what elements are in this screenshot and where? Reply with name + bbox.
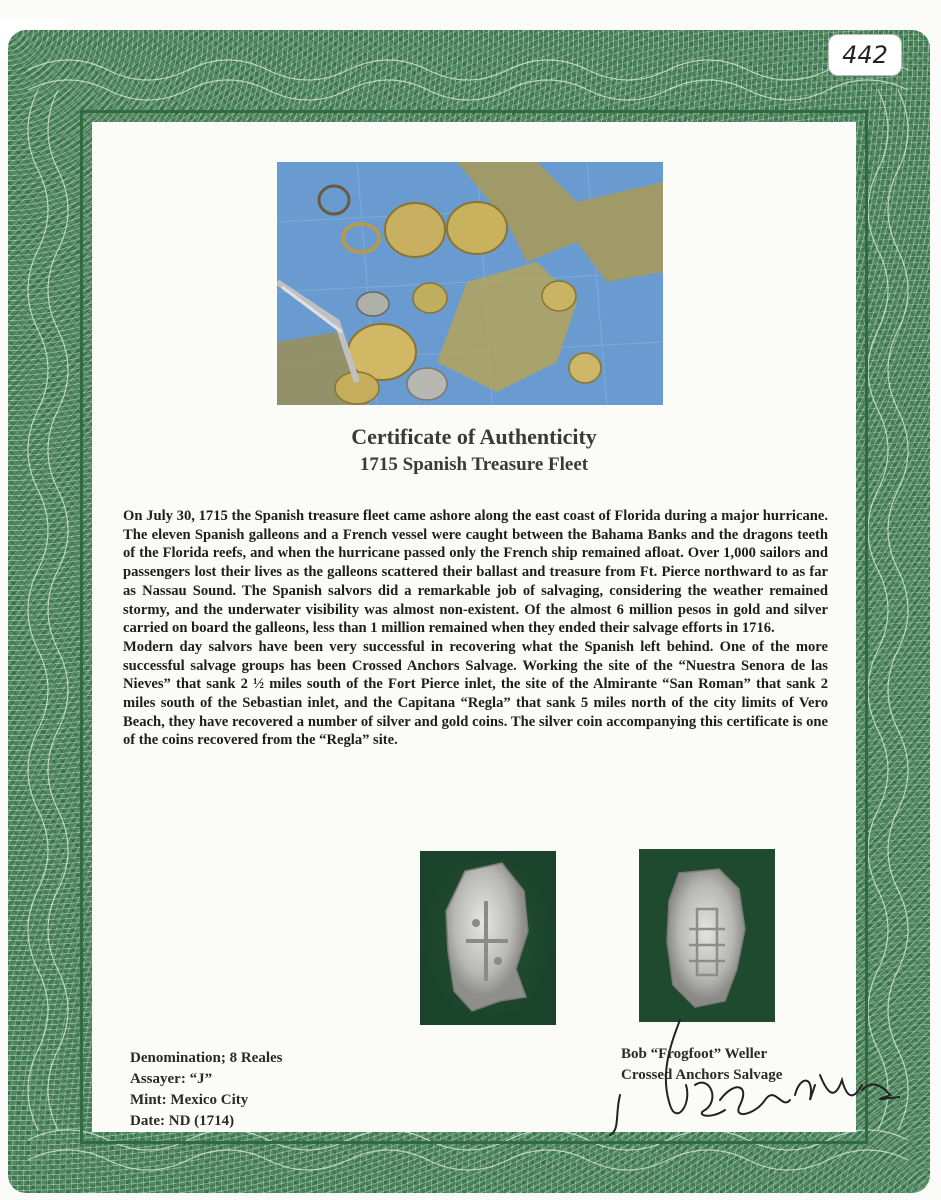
handwritten-signature [600,1015,900,1145]
signatory-company: Crossed Anchors Salvage [621,1067,783,1083]
assayer-text: Assayer: “J” [130,1071,213,1087]
body-paragraph: On July 30, 1715 the Spanish treasure fleet came ashore along the east coast of Florida during a major hurricane. The eleven Spanish galleons and a French vessel were caught between the Bahama Banks and the dragons teeth of the Florida reefs, and when the hurricane passed only the French ship remained afloat. Over 1,000 sailors and passengers lost their lives as the galleons scattered their ballast and treasure from Ft. Pierce northward to as far as Nassau Sound. The Spanish salvors did a remarkable job of salvaging, considering the weather remained stormy, and the underwater visibility was almost non-existent. Of the almost 6 million pesos in gold and silver carried on board the galleons, less than 1 million remained when they ended their salvage efforts in 1716. [123,508,828,637]
coin-details [130,1048,283,1132]
coin-obverse-photo [420,851,556,1025]
mint-text: Mint: Mexico City [130,1092,249,1108]
coin-reverse-photo [639,849,775,1022]
date-text: Date: ND (1714) [130,1113,235,1129]
certificate-title: Certificate of Authenticity [351,424,597,449]
treasure-photo [277,162,663,405]
body-paragraph: Modern day salvors have been very successful in recovering what the Spanish left behind. One of the more successful salvage groups has been Crossed Anchors Salvage. Working the site of the “Nuestra Senora de las Nieves” that sank 2 ½ miles south of the Fort Pierce inlet, the site of the Almirante “San Roman” that sank 2 miles south of the Sebastian inlet, and the Capitana “Regla” that sank 5 miles north of the city limits of Vero Beach, they have recovered a number of silver and gold coins. The silver coin accompanying this certificate is one of the coins recovered from the “Regla” site. [123,638,828,749]
certificate-body [123,507,828,750]
denomination-text: Denomination; 8 Reales [130,1050,283,1066]
certificate-subtitle: 1715 Spanish Treasure Fleet [359,454,589,475]
signatory-name: Bob “Frogfoot” Weller [621,1046,768,1062]
handwritten-note: 442 [828,34,902,76]
